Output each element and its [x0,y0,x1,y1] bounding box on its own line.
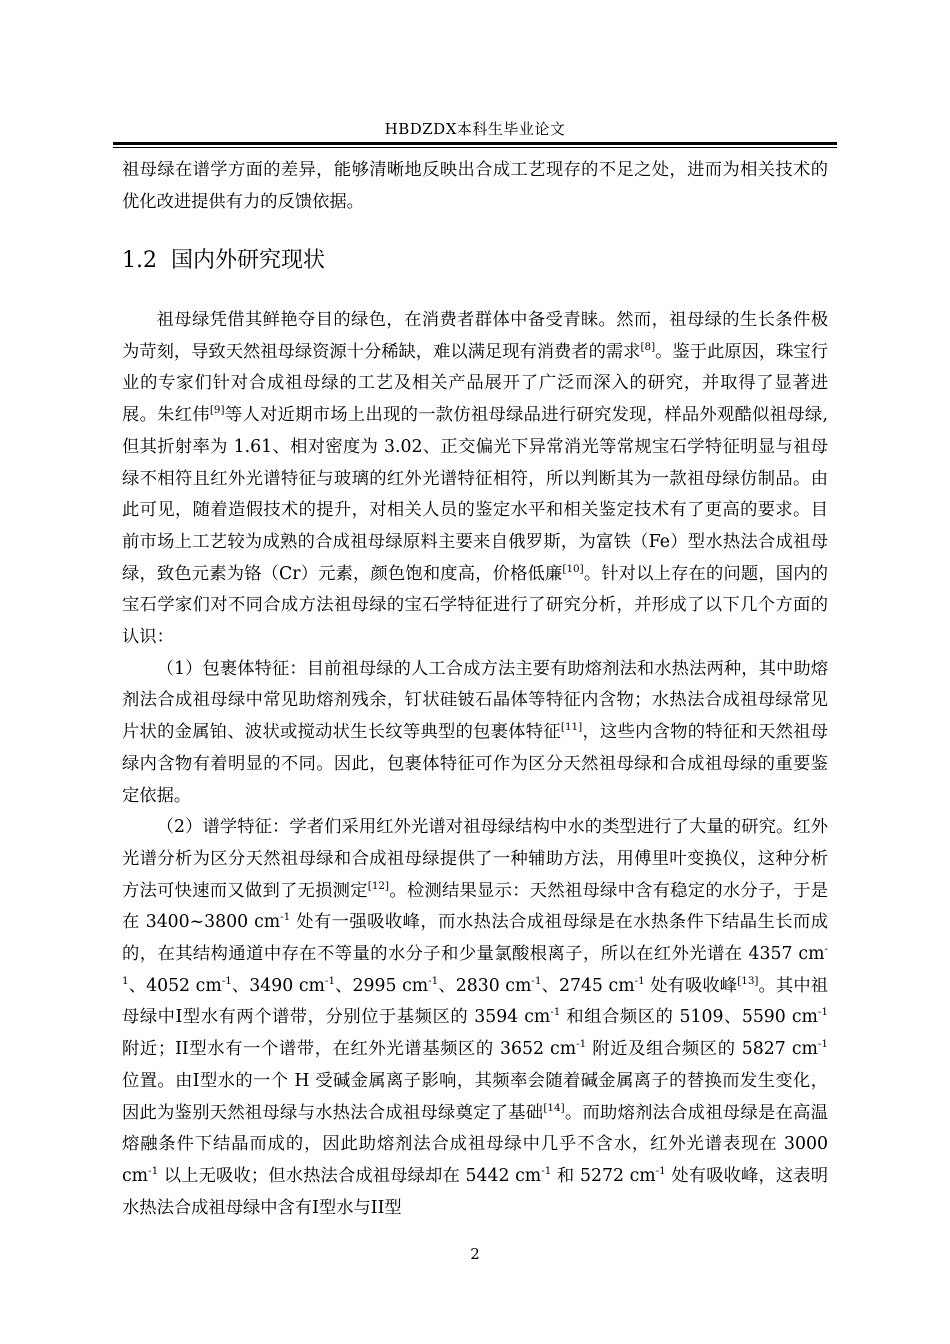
page-header: HBDZDX本科生毕业论文 [384,120,566,138]
p1-text-4: 。针对以上存在的问题，国内的宝石学家们对不同合成方法祖母绿的宝石学特征进行了研究分析，并形成了以下几个方面的认识： [122,563,828,648]
p2-text-1: （1）包裹体特征：目前祖母绿的人工合成方法主要有助熔剂法和水热法两种，其中助熔剂法合成祖母绿中常见助熔剂残余，钉状硅铍石晶体等特征内含物；水热法合成祖母绿常见片状的金属铂、波状或搅动状生长纹等典型的包裹体特征 [122,658,828,743]
superscript-unit: -1 [576,1038,587,1051]
p3-text-11: 和组合频区的 5109、5590 cm [560,1007,818,1028]
p3-text-1: （2）谱学特征：学者们采用红外光谱对祖母绿结构中水的类型进行了大量的研究。红外光谱分析为区分天然祖母绿和合成祖母绿提供了一种辅助方法，用傅里叶变换仪，这种分析方法可快速而又做到了无损测定 [122,817,828,901]
p3-text-3: 处有一强吸收峰，而水热法合成祖母绿是在水热条件下结晶生长而成的，在其结构通道中存在不等量的水分子和少量氯酸根离子，所以在红外光谱在 4357 cm [122,912,828,965]
p3-text-18: 处有吸收峰，这表明水热法合成祖母绿中含有I型水与II型 [122,1165,828,1218]
citation-10: [10] [562,562,584,575]
header-rule-thin [113,147,837,148]
paragraph-2 [122,654,828,813]
superscript-unit: -1 [221,975,232,987]
p3-text-8: 、2745 cm [541,975,635,996]
page-number: 2 [470,1245,480,1263]
paragraph-1 [122,305,828,654]
superscript-unit: -1 [531,975,542,987]
page-body [122,155,828,1218]
superscript-unit: -1 [655,1165,666,1178]
section-number: 1.2 [122,248,157,273]
p2-text-2: ，这些内含物的特征和天然祖母绿内含物有着明显的不同。因此，包裹体特征可作为区分天然祖母绿和合成祖母绿的重要鉴定依据。 [122,722,828,806]
citation-14: [14] [543,1101,565,1114]
header-rule-thick [113,142,837,145]
p3-text-10: 。其中祖母绿中I型水有两个谱带，分别位于基频区的 3594 cm [122,975,828,1028]
p1-text-3: 等人对近期市场上出现的一款仿祖母绿品进行研究发现，样品外观酷似祖母绿,但其折射率为 1.61、相对密度为 3.02、正交偏光下异常消光等常规宝石学特征明显与祖母绿不相符且红外光谱特征与玻璃的红外光谱特征相符，所以判断其为一款祖母绿仿制品。由此可见，随着造假技术的提升，对相关人员的鉴定水平和相关鉴定技术有了更高的要求。目前市场上工艺较为成熟的合成祖母绿原料主要来自俄罗斯，为富铁（Fe）型水热法合成祖母绿，致色元素为铬（Cr）元素，颜色饱和度高，价格低廉 [122,405,828,584]
superscript-unit: -1 [428,975,439,987]
citation-13: [13] [737,975,759,987]
p3-text-15: 。而助熔剂法合成祖母绿是在高温熔融条件下结晶而成的，因此助熔剂法合成祖母绿中几乎不含水，红外光谱表现在 3000 cm [122,1102,828,1186]
p3-text-17: 和 5272 cm [551,1165,656,1186]
superscript-unit: -1 [280,911,291,924]
p1-text-1: 祖母绿凭借其鲜艳夺目的绿色，在消费者群体中备受青睐。然而，祖母绿的生长条件极为苛刻，导致天然祖母绿资源十分稀缺，难以满足现有消费者的需求 [122,310,828,362]
citation-12: [12] [367,879,390,892]
paragraph-3 [122,812,828,1224]
superscript-unit: -1 [324,975,336,987]
p3-text-7: 、2830 cm [438,975,532,996]
p1-text-2: 。鉴于此原因，珠宝行业的专家们针对合成祖母绿的工艺及相关产品展开了广泛而深入的研究，并取得了显著进展。朱红伟 [122,341,828,426]
superscript-unit: -1 [550,1006,561,1019]
superscript-unit: -1 [634,975,645,987]
p3-text-12: 附近；II型水有一个谱带，在红外光谱基频区的 3652 cm [122,1039,577,1060]
section-body [122,305,828,1224]
p3-text-4: 、4052 cm [128,975,222,996]
section-heading [122,243,325,274]
p3-text-9: 处有吸收峰 [644,975,738,996]
p3-text-6: 、2995 cm [335,975,429,996]
superscript-unit: -1 [122,943,828,987]
citation-9: [9] [209,404,225,417]
citation-11: [11] [560,721,583,734]
p3-text-2: 。检测结果显示：天然祖母绿中含有稳定的水分子，于是在 3400~3800 cm [122,880,828,933]
section-title: 国内外研究现状 [171,248,326,273]
p3-text-5: 、3490 cm [231,975,325,996]
p3-text-13: 附近及组合频区的 5827 cm [586,1039,818,1060]
superscript-unit: -1 [541,1165,552,1178]
p3-text-14: 位置。由I型水的一个 H 受碱金属离子影响，其频率会随着碱金属离子的替换而发生变化，因此为鉴别天然祖母绿与水热法合成祖母绿奠定了基础 [122,1070,828,1123]
citation-8: [8] [640,340,656,353]
superscript-unit: -1 [148,1165,159,1178]
intro-paragraph: 祖母绿在谱学方面的差异，能够清晰地反映出合成工艺现存的不足之处，进而为相关技术的优化改进提供有力的反馈依据。 [122,160,828,212]
p3-text-16: 以上无吸收；但水热法合成祖母绿却在 5442 cm [158,1165,542,1186]
superscript-unit: -1 [817,1038,828,1051]
superscript-unit: -1 [817,1006,828,1019]
